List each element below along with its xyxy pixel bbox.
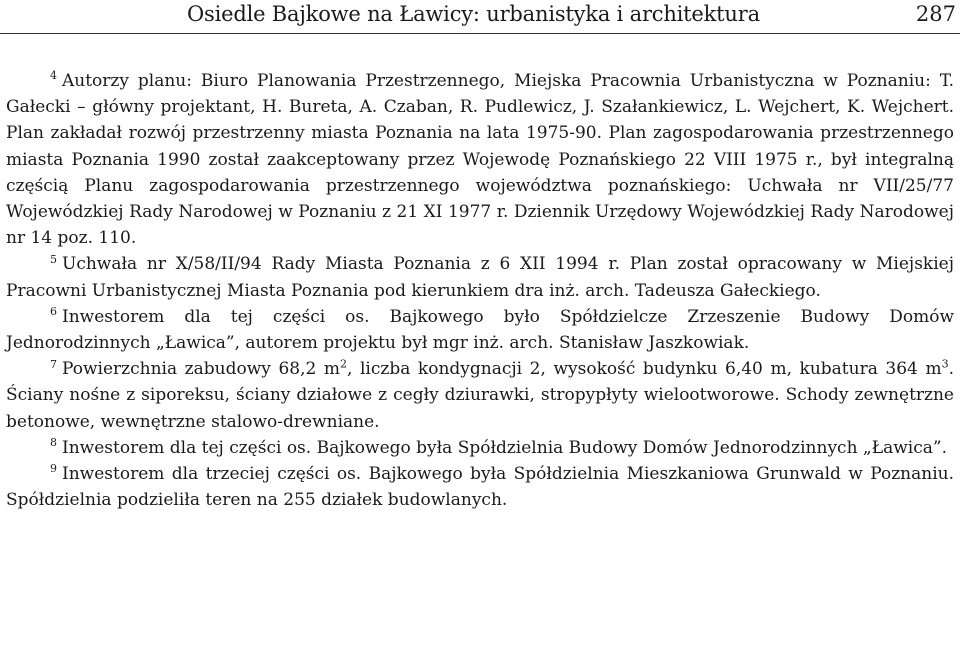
footnote-text: Uchwała nr X/58/II/94 Rady Miasta Poznania z 6 XII 1994 r. Plan został opracowany w Miejskiej Pracowni Urbanistycznej Miasta Poznania pod kierunkiem dra inż. arch. Tadeusza Gałeckiego. xyxy=(6,254,954,301)
footnote-text: Inwestorem dla tej części os. Bajkowego była Spółdzielnia Budowy Domów Jednorodzinnych „Ławica”. xyxy=(62,437,947,458)
footnote-4 xyxy=(6,68,954,251)
footnote-text: , liczba kondygnacji 2, wysokość budynku 6,40 m, kubatura 364 m xyxy=(347,359,942,380)
footnote-number: 9 xyxy=(50,462,57,476)
footnote-number: 7 xyxy=(50,357,57,371)
superscript: 2 xyxy=(340,357,347,371)
footnote-number: 6 xyxy=(50,305,57,319)
footnote-number: 8 xyxy=(50,436,57,450)
page-number: 287 xyxy=(915,2,956,26)
running-title: Osiedle Bajkowe na Ławicy: urbanistyka i architektura xyxy=(187,2,760,26)
footnote-9 xyxy=(6,461,954,513)
footnote-text: Inwestorem dla tej części os. Bajkowego było Spółdzielcze Zrzeszenie Budowy Domów Jednorodzinnych „Ławica”, autorem projektu był mgr inż. arch. Stanisław Jaszkowiak. xyxy=(6,306,954,354)
footnote-number: 5 xyxy=(50,252,57,266)
page-header xyxy=(0,0,960,34)
footnote-text: Inwestorem dla trzeciej części os. Bajkowego była Spółdzielnia Mieszkaniowa Grunwald w Poznaniu. Spółdzielnia podzieliła teren na 255 działek budowlanych. xyxy=(6,464,954,511)
footnote-6 xyxy=(6,304,954,356)
footnote-text: Powierzchnia zabudowy 68,2 m xyxy=(62,359,340,380)
header-rule xyxy=(0,33,960,34)
footnote-text: Autorzy planu: Biuro Planowania Przestrzennego, Miejska Pracownia Urbanistyczna w Poznaniu: T. Gałecki – główny projektant, H. Bureta, A. Czaban, R. Pudlewicz, J. Szałankiewicz, L. Wejchert, K. Wejchert. Plan zakładał rozwój przestrzenny miasta Poznania na lata 1975-90. Plan zagospodarowania przestrzennego miasta Poznania 1990 został zaakceptowany przez Wojewodę Poznańskiego 22 VIII 1975 r., był integralną częścią Planu zagospodarowania przestrzennego województwa poznańskiego: Uchwała nr VII/25/77 Wojewódzkiej Rady Narodowej w Poznaniu z 21 XI 1977 r. Dziennik Urzędowy Wojewódzkiej Rady Narodowej nr 14 poz. 110. xyxy=(6,71,954,249)
footnote-7 xyxy=(6,356,954,435)
footnote-text: . Ściany nośne z siporeksu, ściany działowe z cegły dziurawki, stropypłyty wielootworowe. Schody zewnętrzne betonowe, wewnętrzne stalowo-drewniane. xyxy=(6,359,954,432)
footnote-8 xyxy=(6,435,954,461)
footnote-number: 4 xyxy=(50,69,57,83)
superscript: 3 xyxy=(941,357,949,371)
footnote-5 xyxy=(6,251,954,303)
footnotes xyxy=(6,68,954,513)
